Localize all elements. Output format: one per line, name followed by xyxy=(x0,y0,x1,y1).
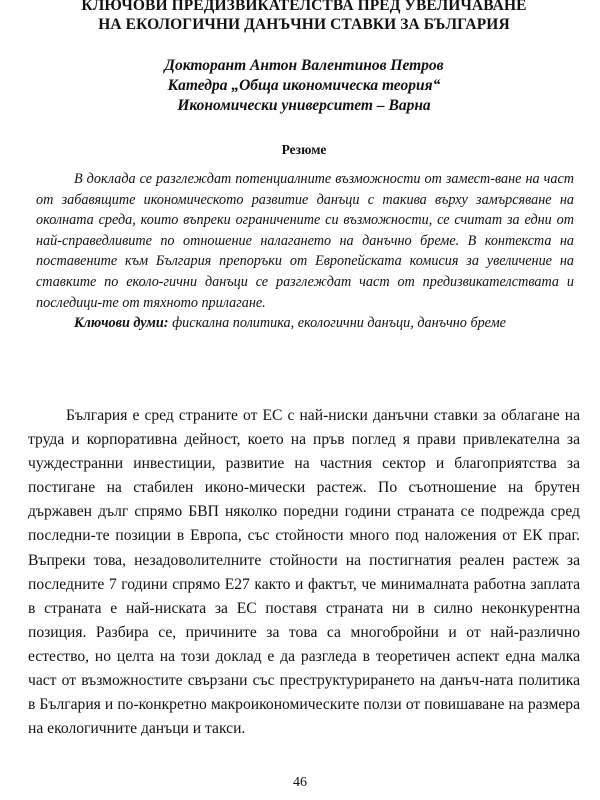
paper-title xyxy=(28,0,580,34)
abstract-text: В доклада се разглеждат потенциалните възможности от замест-ване на част от забавящите икономическото развитие данъци с такива върху замърсяване на околната среда, които въпреки ограничените си възможности, се считат за едни от най-справедливите по отношение налагането на данъчно бреме. В контекста на поставените към България препоръки от Европейската комисия за увеличение на ставките по еколо-гични данъци се разглеждат част от предизвикателствата и последици-те от тяхното прилагане. xyxy=(36,171,574,311)
body-paragraph: България е сред страните от ЕС с най-ниски данъчни ставки за облагане на труда и корпоративна дейност, което на пръв поглед я прави привлекателна за чуждестранни инвестиции, развитие на частния сектор и благоприятства за постигане на стабилен иконо-мически растеж. По съотношение на брутен държавен дълг спрямо БВП няколко поредни години страната се подрежда сред последни-те позиции в Европа, със стойности много под наложения от ЕК праг. Въпреки това, незадоволителните стойности на постигнатия реален растеж за последните 7 години спрямо Е27 както и фактът, че минималната работна заплата в страната е най-ниската за ЕС поставя страната ни в силно неконкурентна позиция. Разбира се, причините за това са многобройни и от най-различно естество, но целта на този доклад е да разгледа в теоретичен аспект една малка част от възможностите свързани със преструктурирането на данъч-ната политика в България и по-конкретно макроикономическите ползи от повишаване на размера на екологичните данъци и такси. xyxy=(28,407,580,738)
author-name: Докторант Антон Валентинов Петров xyxy=(164,57,444,74)
abstract xyxy=(36,169,574,334)
abstract-heading: Резюме xyxy=(281,142,327,157)
keywords-text: фискална политика, екологични данъци, данъчно бреме xyxy=(168,315,506,332)
page-number: 46 xyxy=(293,775,307,790)
paper-title-line-2: НА ЕКОЛОГИЧНИ ДАНЪЧНИ СТАВКИ ЗА БЪЛГАРИЯ xyxy=(98,16,510,33)
keywords-label: Ключови думи: xyxy=(74,315,169,332)
author-department: Катедра „Обща икономическа теория“ xyxy=(167,77,441,94)
author-university: Икономически университет – Варна xyxy=(177,97,431,114)
keywords xyxy=(36,313,574,334)
author-block xyxy=(28,56,580,116)
paper-title-line-1: КЛЮЧОВИ ПРЕДИЗВИКАТЕЛСТВА ПРЕД УВЕЛИЧАВАНЕ xyxy=(81,0,527,14)
body-text xyxy=(28,404,580,741)
